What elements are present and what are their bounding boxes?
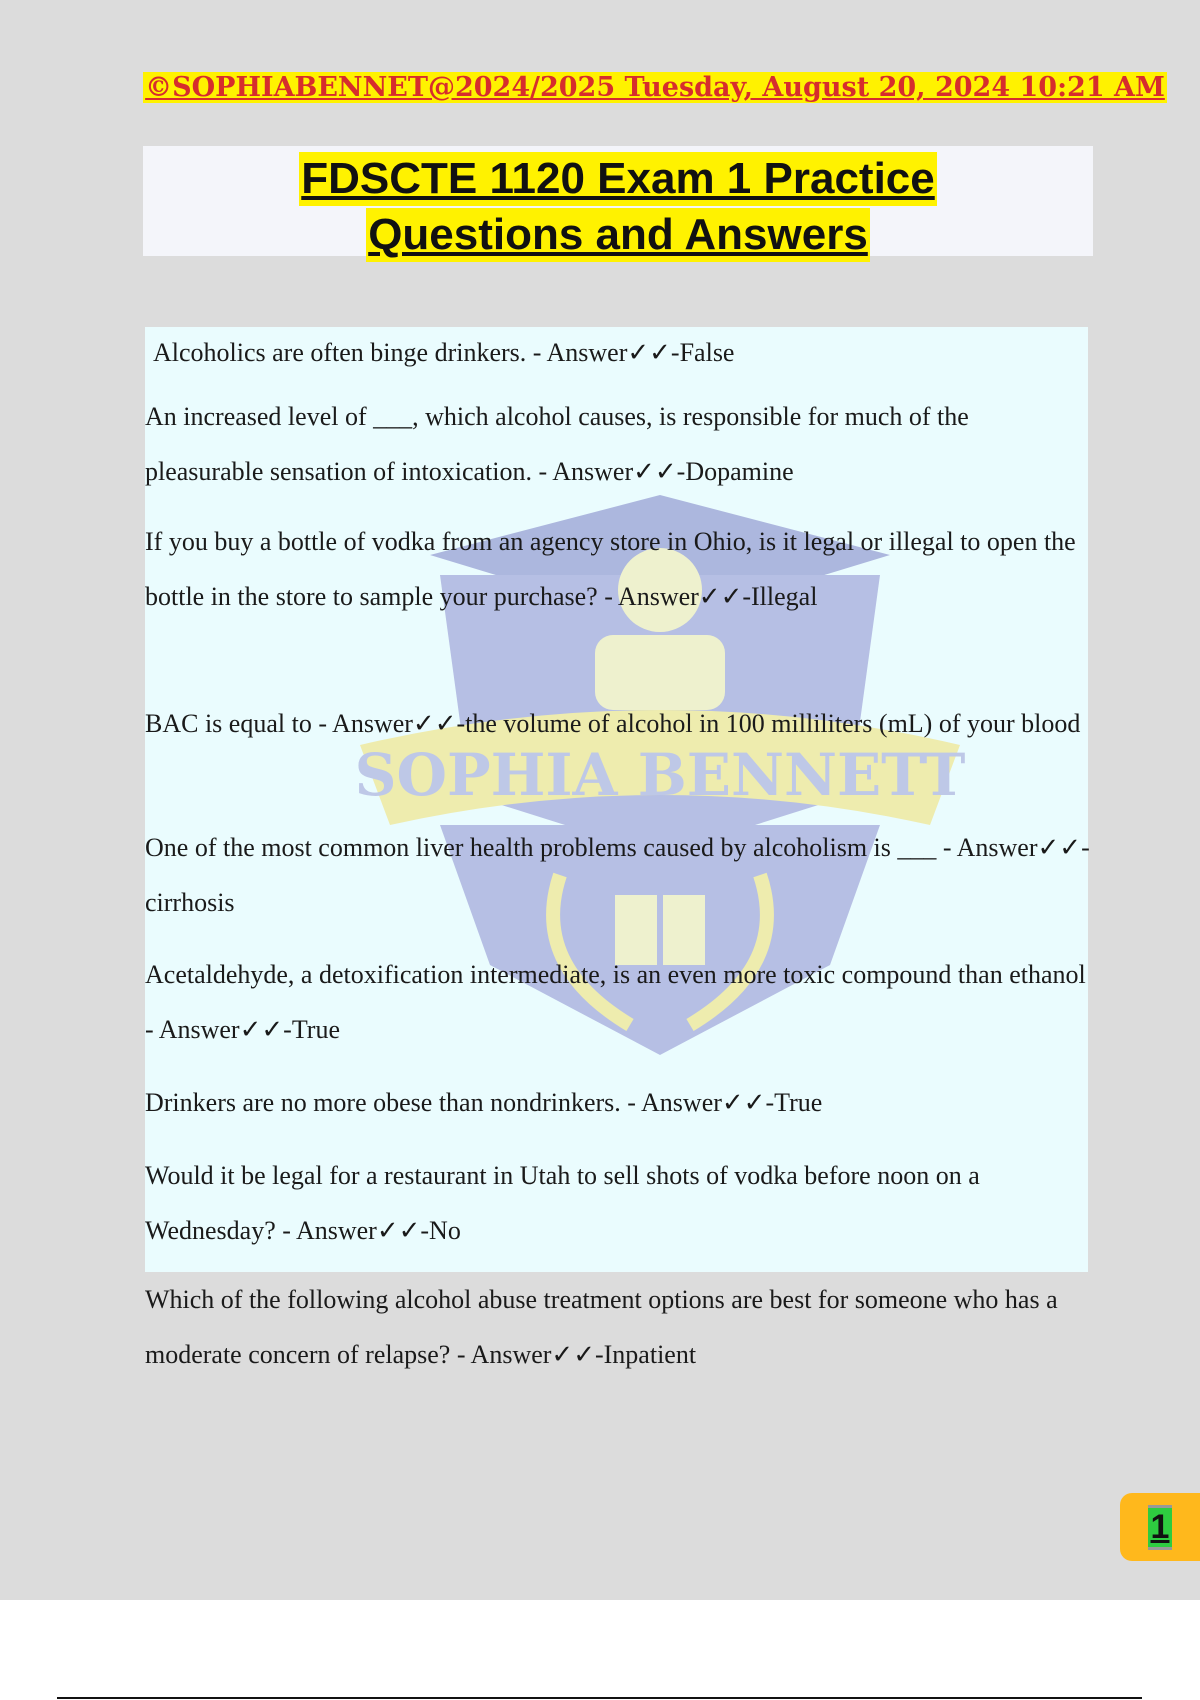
qa-item: BAC is equal to - Answer✓✓-the volume of alcohol in 100 milliliters (mL) of your blood: [145, 709, 1081, 738]
page-number-badge: [1120, 1493, 1200, 1561]
qa-item: An increased level of ___, which alcohol causes, is responsible for much of the pleasurable sensation of intoxication. - Answer✓✓-Dopamine: [145, 402, 969, 486]
title-box: [143, 146, 1093, 259]
copyright-text: ©SOPHIABENNET@2024/2025 Tuesday, August 20, 2024 10:21 AM: [145, 72, 1165, 103]
title-line-1: FDSCTE 1120 Exam 1 Practice: [299, 152, 936, 206]
footer-rule: [57, 1697, 1142, 1699]
page-number: 1: [1148, 1505, 1173, 1550]
qa-item: One of the most common liver health problems caused by alcoholism is ___ - Answer✓✓-cirrhosis: [145, 833, 1090, 917]
qa-item: Would it be legal for a restaurant in Utah to sell shots of vodka before noon on a Wednesday? - Answer✓✓-No: [145, 1161, 980, 1245]
copyright-header: [0, 72, 1200, 103]
qa-item: If you buy a bottle of vodka from an agency store in Ohio, is it legal or illegal to open the bottle in the store to sample your purchase? - Answer✓✓-Illegal: [145, 527, 1076, 611]
title-line-2: Questions and Answers: [366, 208, 870, 262]
qa-item: Drinkers are no more obese than nondrinkers. - Answer✓✓-True: [145, 1088, 823, 1117]
qa-item: Acetaldehyde, a detoxification intermediate, is an even more toxic compound than ethanol - Answer✓✓-True: [145, 960, 1086, 1044]
qa-item: Alcoholics are often binge drinkers. - Answer✓✓-False: [153, 338, 735, 367]
watermark-text: SOPHIA BENNETT: [354, 741, 966, 809]
qa-item: Which of the following alcohol abuse treatment options are best for someone who has a moderate concern of relapse? - Answer✓✓-Inpatient: [145, 1285, 1058, 1369]
